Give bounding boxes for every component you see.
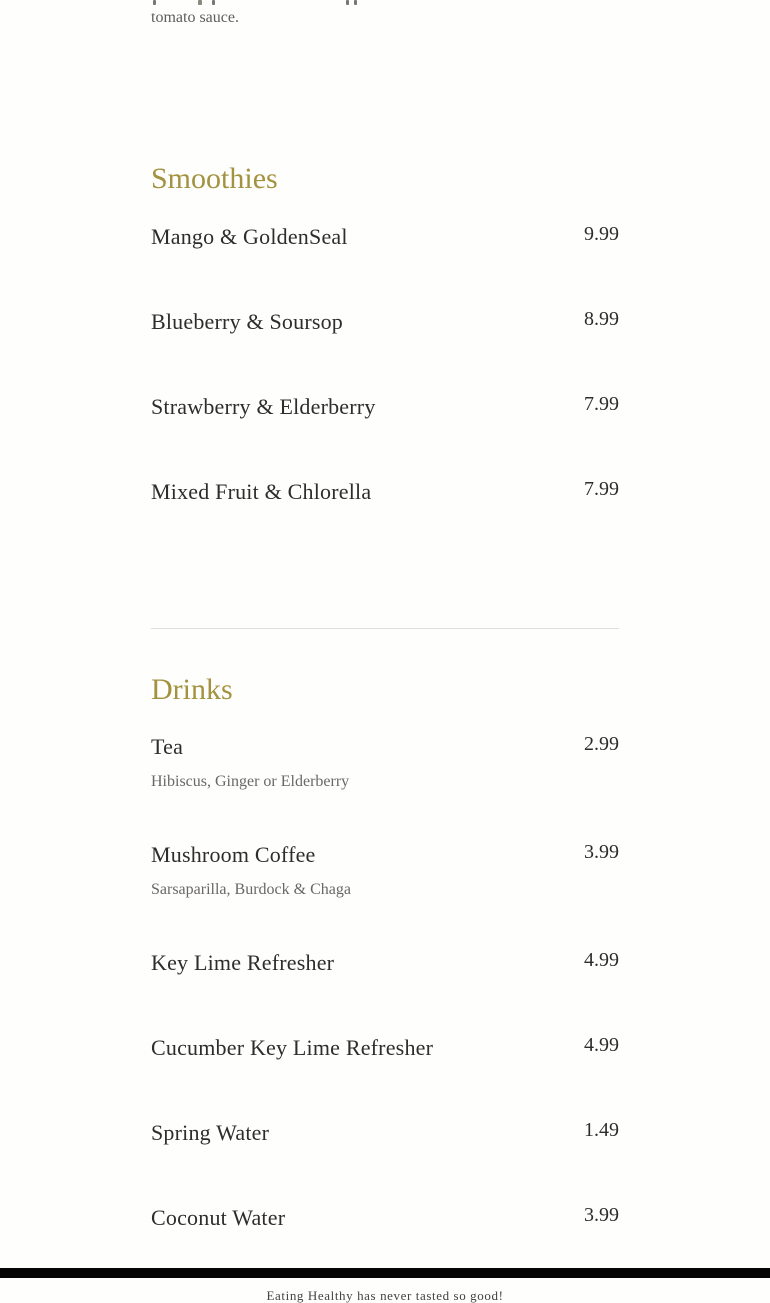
menu-item-blueberry-soursop [151,307,619,338]
item-line [151,1033,619,1064]
item-price: 4.99 [584,949,619,971]
menu-item-mixed-fruit-chlorella [151,477,619,508]
menu-item-coconut-water [151,1203,619,1234]
section-divider [151,628,619,629]
item-line [151,307,619,338]
item-line [151,732,619,763]
footer-tagline: Eating Healthy has never tasted so good! [266,1288,504,1303]
item-line [151,948,619,979]
item-price: 9.99 [584,223,619,245]
previous-item-description-partial [151,0,619,29]
item-name: Strawberry & Elderberry [151,394,376,419]
item-name: Mango & GoldenSeal [151,224,348,249]
item-line [151,477,619,508]
item-price: 8.99 [584,308,619,330]
section-title-smoothies: Smoothies [151,162,278,195]
item-name: Spring Water [151,1120,270,1145]
item-line [151,1203,619,1234]
menu-item-mushroom-coffee [151,840,619,901]
menu-item-mango-goldenseal [151,222,619,253]
item-price: 1.49 [584,1119,619,1141]
item-price: 7.99 [584,478,619,500]
item-name: Key Lime Refresher [151,950,335,975]
partial-description-text: tomato sauce. [151,9,239,26]
item-price: 2.99 [584,733,619,755]
menu-item-spring-water [151,1118,619,1149]
footer-black-bar [0,1268,770,1278]
item-name: Mushroom Coffee [151,842,316,867]
item-description: Hibiscus, Ginger or Elderberry [151,773,350,790]
item-price: 3.99 [584,1204,619,1226]
menu-item-strawberry-elderberry [151,392,619,423]
item-name: Coconut Water [151,1205,286,1230]
item-line [151,840,619,871]
menu-item-cucumber-key-lime-refresher [151,1033,619,1064]
item-name: Cucumber Key Lime Refresher [151,1035,434,1060]
menu-column [151,0,619,1303]
item-line [151,392,619,423]
item-name: Mixed Fruit & Chlorella [151,479,372,504]
item-name: Tea [151,734,184,759]
item-name: Blueberry & Soursop [151,309,344,334]
menu-item-key-lime-refresher [151,948,619,979]
item-price: 4.99 [584,1034,619,1056]
item-line [151,1118,619,1149]
clipped-text-line [151,0,619,5]
menu-item-tea [151,732,619,793]
item-description: Sarsaparilla, Burdock & Chaga [151,881,351,898]
item-line [151,222,619,253]
item-price: 7.99 [584,393,619,415]
drinks-section [151,732,619,1234]
section-title-drinks: Drinks [151,673,233,706]
item-price: 3.99 [584,841,619,863]
smoothies-section [151,222,619,568]
